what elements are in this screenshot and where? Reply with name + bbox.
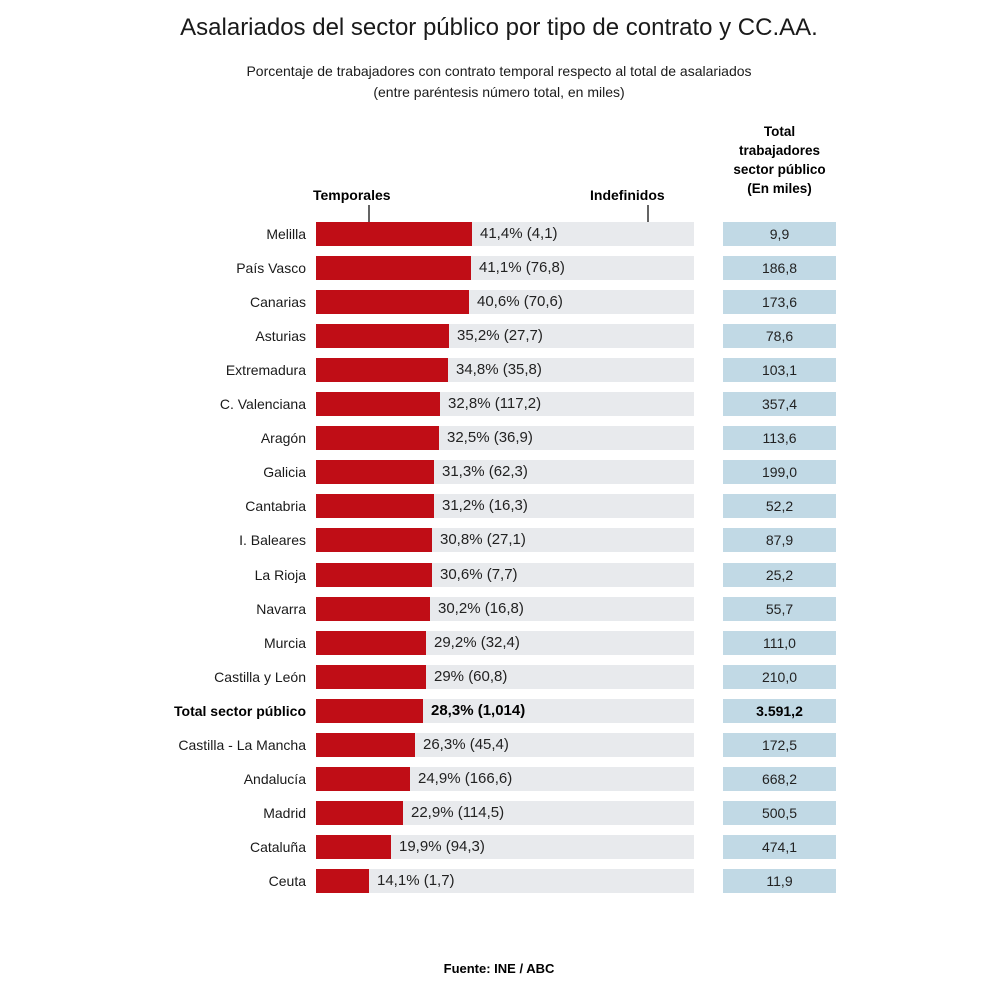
indefinidos-bar-track	[316, 222, 694, 246]
bar-value-label: 40,6% (70,6)	[477, 293, 563, 310]
source-note: Fuente: INE / ABC	[443, 961, 555, 976]
temporales-bar	[316, 631, 426, 655]
bar-value-label: 41,1% (76,8)	[479, 259, 565, 276]
total-workers-box: 111,0	[723, 631, 836, 655]
total-workers-box: 668,2	[723, 767, 836, 791]
total-workers-box: 52,2	[723, 494, 836, 518]
total-workers-box: 199,0	[723, 460, 836, 484]
chart-row	[0, 460, 998, 484]
temporales-bar	[316, 324, 449, 348]
total-workers-box: 173,6	[723, 290, 836, 314]
bar-value-label: 28,3% (1,014)	[431, 702, 526, 719]
region-label: Total sector público	[174, 703, 306, 719]
bar-value-label: 31,2% (16,3)	[442, 497, 528, 514]
chart-row	[0, 801, 998, 825]
bar-value-label: 24,9% (166,6)	[418, 770, 513, 787]
bar-value-label: 29,2% (32,4)	[434, 634, 520, 651]
chart-row	[0, 222, 998, 246]
temporales-bar	[316, 460, 434, 484]
region-label: C. Valenciana	[219, 396, 306, 412]
chart-row	[0, 290, 998, 314]
chart-row	[0, 392, 998, 416]
chart-row	[0, 733, 998, 757]
temporales-bar	[316, 801, 403, 825]
chart-row	[0, 767, 998, 791]
temporales-bar	[316, 597, 430, 621]
region-label: Andalucía	[243, 771, 306, 787]
temporales-bar	[316, 392, 440, 416]
bar-value-label: 32,5% (36,9)	[447, 429, 533, 446]
indefinidos-bar-track	[316, 290, 694, 314]
region-label: Galicia	[263, 464, 306, 480]
region-label: Ceuta	[268, 873, 306, 889]
chart-row	[0, 597, 998, 621]
chart-row	[0, 699, 998, 723]
chart-row	[0, 324, 998, 348]
chart-row	[0, 426, 998, 450]
temporales-bar	[316, 699, 423, 723]
region-label: País Vasco	[236, 260, 306, 276]
indefinidos-bar-track	[316, 801, 694, 825]
chart-row	[0, 869, 998, 893]
temporales-bar	[316, 494, 434, 518]
region-label: La Rioja	[254, 567, 306, 583]
region-label: Navarra	[256, 601, 306, 617]
indefinidos-bar-track	[316, 256, 694, 280]
legend-temporales-label: Temporales	[313, 187, 391, 203]
chart-row	[0, 835, 998, 859]
total-workers-box: 25,2	[723, 563, 836, 587]
temporales-bar	[316, 256, 471, 280]
total-workers-box: 78,6	[723, 324, 836, 348]
indefinidos-bar-track	[316, 494, 694, 518]
temporales-bar	[316, 222, 472, 246]
region-label: Aragón	[260, 430, 306, 446]
region-label: I. Baleares	[239, 532, 306, 548]
bar-value-label: 30,2% (16,8)	[438, 600, 524, 617]
temporales-bar	[316, 426, 439, 450]
indefinidos-bar-track	[316, 392, 694, 416]
temporales-bar	[316, 767, 410, 791]
bar-rows-area	[0, 222, 998, 912]
indefinidos-bar-track	[316, 426, 694, 450]
chart-row	[0, 631, 998, 655]
bar-value-label: 14,1% (1,7)	[377, 872, 455, 889]
region-label: Extremadura	[225, 362, 306, 378]
indefinidos-bar-track	[316, 563, 694, 587]
bar-value-label: 19,9% (94,3)	[399, 838, 485, 855]
chart-row	[0, 494, 998, 518]
bar-value-label: 32,8% (117,2)	[448, 395, 542, 412]
temporales-bar	[316, 563, 432, 587]
chart-title: Asalariados del sector público por tipo de contrato y CC.AA.	[180, 14, 818, 41]
region-label: Castilla - La Mancha	[178, 737, 306, 753]
indefinidos-bar-track	[316, 631, 694, 655]
chart-row	[0, 528, 998, 552]
bar-value-label: 29% (60,8)	[434, 668, 508, 685]
indefinidos-bar-track	[316, 767, 694, 791]
bar-value-label: 30,6% (7,7)	[440, 566, 518, 583]
chart-row	[0, 563, 998, 587]
region-label: Asturias	[255, 328, 306, 344]
indefinidos-bar-track	[316, 358, 694, 382]
total-workers-box: 357,4	[723, 392, 836, 416]
total-workers-box: 87,9	[723, 528, 836, 552]
region-label: Madrid	[263, 805, 306, 821]
bar-value-label: 22,9% (114,5)	[411, 804, 505, 821]
bar-value-label: 34,8% (35,8)	[456, 361, 542, 378]
total-workers-box: 210,0	[723, 665, 836, 689]
indefinidos-bar-track	[316, 597, 694, 621]
region-label: Cataluña	[249, 839, 306, 855]
indefinidos-bar-track	[316, 869, 694, 893]
indefinidos-bar-track	[316, 665, 694, 689]
legend-indefinidos-label: Indefinidos	[590, 187, 665, 203]
total-workers-box: 113,6	[723, 426, 836, 450]
temporales-bar	[316, 733, 415, 757]
total-workers-box: 103,1	[723, 358, 836, 382]
indefinidos-bar-track	[316, 324, 694, 348]
chart-subtitle-line1: Porcentaje de trabajadores con contrato temporal respecto al total de asalariados	[246, 63, 752, 79]
temporales-bar	[316, 528, 432, 552]
total-workers-box: 186,8	[723, 256, 836, 280]
region-label: Murcia	[263, 635, 306, 651]
region-label: Canarias	[249, 294, 306, 310]
indefinidos-bar-track	[316, 528, 694, 552]
total-workers-box: 500,5	[723, 801, 836, 825]
bar-value-label: 26,3% (45,4)	[423, 736, 509, 753]
bar-value-label: 30,8% (27,1)	[440, 531, 526, 548]
bar-value-label: 31,3% (62,3)	[442, 463, 528, 480]
chart-row	[0, 358, 998, 382]
total-column-header: Total trabajadores sector público (En miles)	[733, 124, 826, 196]
temporales-bar	[316, 290, 469, 314]
indefinidos-bar-track	[316, 699, 694, 723]
temporales-bar	[316, 835, 391, 859]
bar-value-label: 35,2% (27,7)	[457, 327, 543, 344]
bar-value-label: 41,4% (4,1)	[480, 225, 558, 242]
indefinidos-bar-track	[316, 835, 694, 859]
temporales-bar	[316, 358, 448, 382]
region-label: Cantabria	[245, 498, 306, 514]
chart-subtitle-line2: (entre paréntesis número total, en miles)	[373, 84, 625, 100]
chart-row	[0, 256, 998, 280]
indefinidos-bar-track	[316, 733, 694, 757]
temporales-bar	[316, 665, 426, 689]
chart-row	[0, 665, 998, 689]
total-workers-box: 172,5	[723, 733, 836, 757]
temporales-bar	[316, 869, 369, 893]
total-workers-box: 3.591,2	[723, 699, 836, 723]
total-workers-box: 474,1	[723, 835, 836, 859]
total-workers-box: 9,9	[723, 222, 836, 246]
total-workers-box: 55,7	[723, 597, 836, 621]
total-workers-box: 11,9	[723, 869, 836, 893]
region-label: Melilla	[266, 226, 306, 242]
region-label: Castilla y León	[214, 669, 306, 685]
indefinidos-bar-track	[316, 460, 694, 484]
